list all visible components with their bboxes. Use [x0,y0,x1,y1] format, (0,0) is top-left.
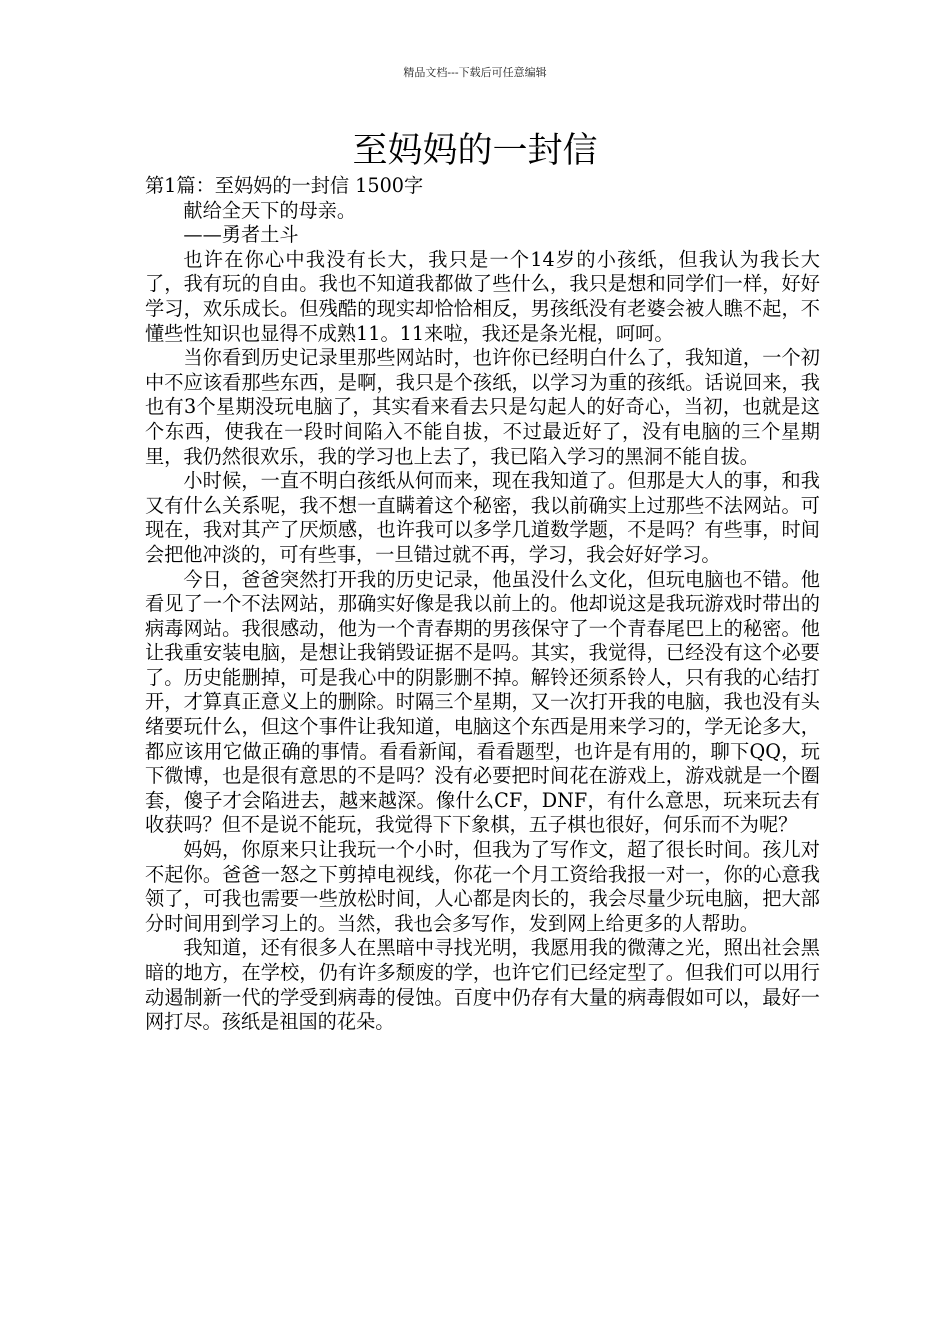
article-subheading: 第1篇：至妈妈的一封信 1500字 [145,174,424,197]
document-title: 至妈妈的一封信 [352,131,598,171]
paragraph: 小时候，一直不明白孩纸从何而来，现在我知道了。但那是大人的事，和我又有什么关系呢，我不想一直瞒着这个秘密，我以前确实上过那些不法网站。可现在，我对其产了厌烦感，也许我可以多学几道数学题，不是吗？有些事，时间会把他冲淡的，可有些事，一旦错过就不再，学习，我会好好学习。 [145,469,820,566]
document-body [145,174,820,1035]
paragraph: 我知道，还有很多人在黑暗中寻找光明，我愿用我的微薄之光，照出社会黑暗的地方，在学校，仍有许多颓废的学，也许它们已经定型了。但我们可以用行动遏制新一代的学受到病毒的侵蚀。百度中仍存有大量的病毒假如可以，最好一网打尽。孩纸是祖国的花朵。 [145,936,820,1034]
page-header: 精品文档---下载后可任意编辑 [403,66,547,79]
paragraph: 当你看到历史记录里那些网站时，也许你已经明白什么了，我知道，一个初中不应该看那些东西，是啊，我只是个孩纸，以学习为重的孩纸。话说回来，我也有3个星期没玩电脑了，其实看来看去只是勾起人的好奇心，当初，也就是这个东西，使我在一段时间陷入不能自拔，不过最近好了，没有电脑的三个星期里，我仍然很欢乐，我的学习也上去了，我已陷入学习的黑洞不能自拔。 [145,346,820,468]
paragraph: 今日，爸爸突然打开我的历史记录，他虽没什么文化，但玩电脑也不错。他看见了一个不法网站，那确实好像是我以前上的。他却说这是我玩游戏时带出的病毒网站。我很感动，他为一个青春期的男孩保守了一个青春尾巴上的秘密。他让我重安装电脑，是想让我销毁证据不是吗。其实，我觉得，已经没有这个必要了。历史能删掉，可是我心中的阴影删不掉。解铃还须系铃人，只有我的心结打开，才算真正意义上的删除。时隔三个星期，又一次打开我的电脑，我也没有头绪要玩什么，但这个事件让我知道，电脑这个东西是用来学习的，学无论多大，都应该用它做正确的事情。看看新闻，看看题型，也许是有用的，聊下QQ，玩下微博，也是很有意思的不是吗？没有必要把时间花在游戏上，游戏就是一个圈套，傻子才会陷进去，越来越深。像什么CF，DNF，有什么意思，玩来玩去有收获吗？但不是说不能玩，我觉得下下象棋，五子棋也很好，何乐而不为呢？ [145,567,820,837]
paragraph: 妈妈，你原来只让我玩一个小时，但我为了写作文，超了很长时间。孩儿对不起你。爸爸一怒之下剪掉电视线，你花一个月工资给我报一对一，你的心意我领了，可我也需要一些放松时间，人心都是肉长的，我会尽量少玩电脑，把大部分时间用到学习上的。当然，我也会多写作，发到网上给更多的人帮助。 [145,838,820,935]
author-signature: ——勇者土斗 [183,223,299,247]
dedication-line: 献给全天下的母亲。 [183,198,357,222]
paragraph: 也许在你心中我没有长大，我只是一个14岁的小孩纸，但我认为我长大了，我有玩的自由。我也不知道我都做了些什么，我只是想和同学们一样，好好学习，欢乐成长。但残酷的现实却恰恰相反，男孩纸没有老婆会被人瞧不起，不懂些性知识也显得不成熟11。11来啦，我还是条光棍，呵呵。 [145,247,820,345]
